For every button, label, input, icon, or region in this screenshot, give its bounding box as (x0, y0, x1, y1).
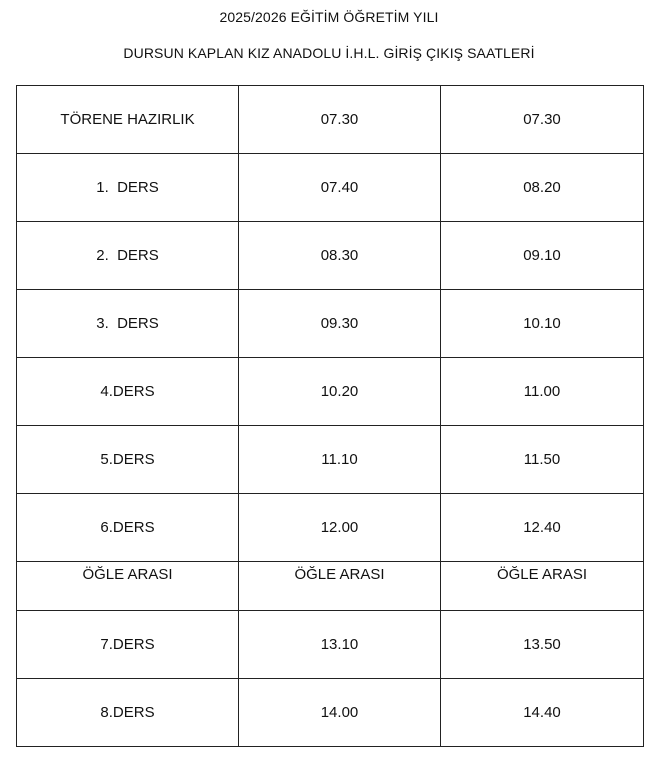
end-time: ÖĞLE ARASI (441, 562, 644, 611)
document-title: 2025/2026 EĞİTİM ÖĞRETİM YILI (219, 9, 439, 25)
table-row (17, 222, 644, 290)
period-label: 7.DERS (17, 611, 239, 679)
schedule-table (16, 85, 644, 747)
start-time: 12.00 (239, 494, 441, 562)
table-row (17, 358, 644, 426)
period-label: 1. DERS (17, 154, 239, 222)
start-time: 09.30 (239, 290, 441, 358)
end-time: 11.00 (441, 358, 644, 426)
document-subtitle: DURSUN KAPLAN KIZ ANADOLU İ.H.L. GİRİŞ ÇIKIŞ SAATLERİ (123, 45, 535, 61)
start-time: 08.30 (239, 222, 441, 290)
start-time: ÖĞLE ARASI (239, 562, 441, 611)
end-time: 09.10 (441, 222, 644, 290)
table-row (17, 290, 644, 358)
period-label: ÖĞLE ARASI (17, 562, 239, 611)
period-label: 8.DERS (17, 679, 239, 747)
end-time: 07.30 (441, 86, 644, 154)
end-time: 14.40 (441, 679, 644, 747)
start-time: 10.20 (239, 358, 441, 426)
start-time: 14.00 (239, 679, 441, 747)
table-row (17, 611, 644, 679)
period-label: 2. DERS (17, 222, 239, 290)
table-row (17, 154, 644, 222)
table-row (17, 494, 644, 562)
table-row (17, 426, 644, 494)
start-time: 07.40 (239, 154, 441, 222)
lunch-break-row (17, 562, 644, 611)
end-time: 12.40 (441, 494, 644, 562)
period-label: 3. DERS (17, 290, 239, 358)
start-time: 07.30 (239, 86, 441, 154)
end-time: 13.50 (441, 611, 644, 679)
end-time: 08.20 (441, 154, 644, 222)
start-time: 11.10 (239, 426, 441, 494)
end-time: 10.10 (441, 290, 644, 358)
table-row (17, 86, 644, 154)
period-label: TÖRENE HAZIRLIK (17, 86, 239, 154)
period-label: 4.DERS (17, 358, 239, 426)
table-row (17, 679, 644, 747)
period-label: 6.DERS (17, 494, 239, 562)
end-time: 11.50 (441, 426, 644, 494)
start-time: 13.10 (239, 611, 441, 679)
period-label: 5.DERS (17, 426, 239, 494)
